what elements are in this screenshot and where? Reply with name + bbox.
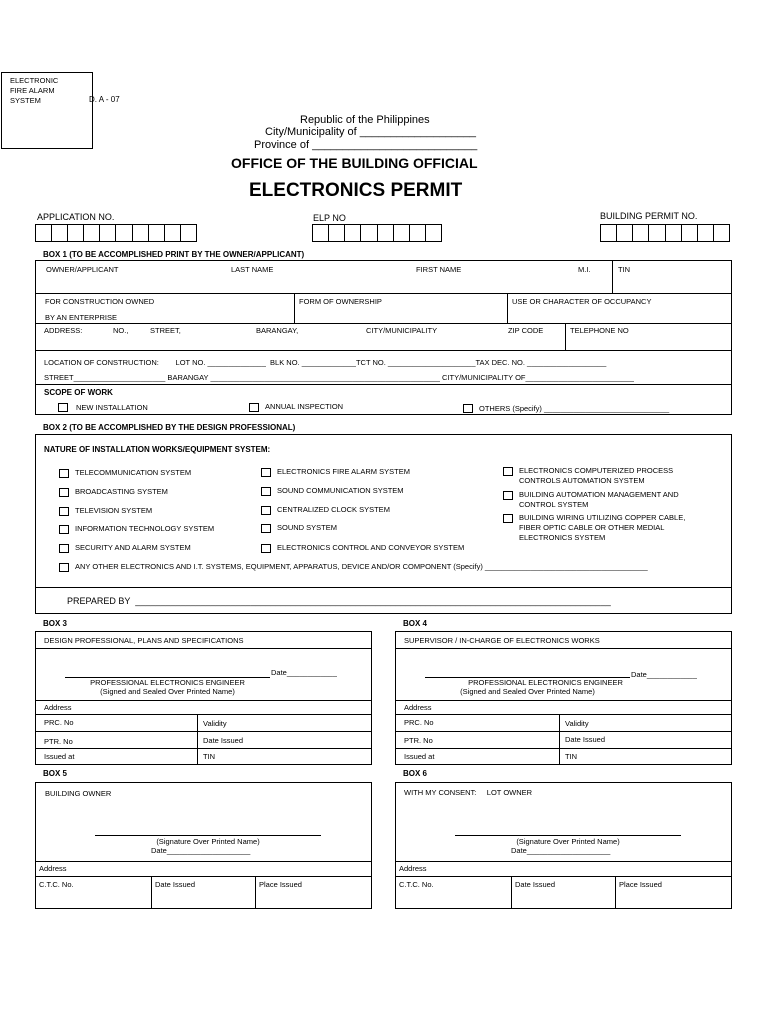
province-field[interactable]: Province of ___________________________: [254, 139, 478, 151]
form-number: D. A - 07: [89, 95, 120, 104]
box6-place-issued-label: Place Issued: [619, 880, 662, 889]
row-divider: [395, 731, 732, 732]
row-divider: [35, 293, 732, 294]
security-alarm-label: SECURITY AND ALARM SYSTEM: [75, 543, 191, 552]
box4-heading: BOX 4: [403, 619, 428, 628]
form-tag-line-1: ELECTRONIC: [10, 76, 59, 85]
construction-owned-label: FOR CONSTRUCTION OWNED: [45, 297, 155, 306]
building-wiring-label-2: FIBER OPTIC CABLE OR OTHER MEDIAL: [519, 523, 665, 532]
address-no-label: NO.,: [113, 326, 129, 335]
form-tag-line-3: SYSTEM: [10, 96, 41, 105]
application-no-label: APPLICATION NO.: [37, 212, 115, 222]
box5-signature-line[interactable]: [95, 835, 321, 836]
box6-signature-line[interactable]: [455, 835, 681, 836]
row-divider: [395, 748, 732, 749]
telecommunication-checkbox[interactable]: [59, 469, 69, 478]
annual-inspection-label: ANNUAL INSPECTION: [265, 402, 344, 411]
telecommunication-label: TELECOMMUNICATION SYSTEM: [75, 468, 192, 477]
ownership-divider: [294, 293, 295, 323]
address-street-label: STREET,: [150, 326, 181, 335]
row-divider: [35, 748, 372, 749]
box4-ptr-label: PTR. No: [404, 736, 433, 745]
box4-date-field[interactable]: Date____________: [631, 670, 697, 679]
row-divider: [35, 648, 372, 649]
fire-alarm-checkbox[interactable]: [261, 468, 271, 477]
box3-prc-label: PRC. No: [44, 718, 74, 727]
owner-applicant-label: OWNER/APPLICANT: [46, 265, 119, 274]
box4-frame: [395, 631, 732, 765]
col-divider: [511, 876, 512, 909]
computerized-process-label-2: CONTROLS AUTOMATION SYSTEM: [519, 476, 645, 485]
zip-code-label: ZIP CODE: [508, 326, 544, 335]
box5-address-label: Address: [39, 864, 67, 873]
box6-title: WITH MY CONSENT: LOT OWNER: [404, 788, 533, 797]
row-divider: [35, 861, 372, 862]
control-conveyor-label: ELECTRONICS CONTROL AND CONVEYOR SYSTEM: [277, 543, 465, 552]
building-wiring-label-1: BUILDING WIRING UTILIZING COPPER CABLE,: [519, 513, 686, 522]
tin-label: TIN: [618, 265, 631, 274]
box2-heading: BOX 2 (TO BE ACCOMPLISHED BY THE DESIGN PROFESSIONAL): [43, 423, 296, 432]
box1-frame: [35, 260, 732, 415]
broadcasting-checkbox[interactable]: [59, 488, 69, 497]
col-divider: [559, 714, 560, 765]
elp-no-cells[interactable]: [312, 224, 442, 242]
prepared-by-field[interactable]: PREPARED BY _______________________________________________________________________________________________: [67, 596, 611, 606]
row-divider: [35, 350, 732, 351]
box3-date-field[interactable]: Date____________: [271, 668, 337, 677]
others-checkbox[interactable]: [463, 404, 473, 413]
television-label: TELEVISION SYSTEM: [75, 506, 153, 515]
security-alarm-checkbox[interactable]: [59, 544, 69, 553]
city-field[interactable]: City/Municipality of ___________________: [265, 126, 476, 138]
box5-date-field[interactable]: Date____________________: [151, 846, 251, 855]
row-divider: [35, 714, 372, 715]
sound-system-checkbox[interactable]: [261, 524, 271, 533]
any-other-specify-field[interactable]: ANY OTHER ELECTRONICS AND I.T. SYSTEMS, EQUIPMENT, APPARATUS, DEVICE AND/OR COMPONENT (Specify) _______________________________________: [75, 562, 648, 571]
annual-inspection-checkbox[interactable]: [249, 403, 259, 412]
new-installation-checkbox[interactable]: [58, 403, 68, 412]
building-automation-label-2: CONTROL SYSTEM: [519, 500, 589, 509]
box3-engineer-label: PROFESSIONAL ELECTRONICS ENGINEER: [90, 678, 245, 687]
address-label: ADDRESS:: [44, 326, 83, 335]
elp-no-label: ELP NO: [313, 213, 346, 223]
box3-signed-label: (Signed and Sealed Over Printed Name): [100, 687, 235, 696]
row-divider: [35, 876, 372, 877]
use-occupancy-label: USE OR CHARACTER OF OCCUPANCY: [512, 297, 652, 306]
information-technology-checkbox[interactable]: [59, 525, 69, 534]
location-of-construction-line[interactable]: LOCATION OF CONSTRUCTION: LOT NO. ______________ BLK NO. _____________TCT NO. _____________________TAX DEC. NO. ___________________: [44, 358, 607, 367]
building-automation-checkbox[interactable]: [503, 491, 513, 500]
box3-title: DESIGN PROFESSIONAL, PLANS AND SPECIFICATIONS: [44, 636, 244, 645]
row-divider: [35, 384, 732, 385]
box4-engineer-label: PROFESSIONAL ELECTRONICS ENGINEER: [468, 678, 623, 687]
computerized-process-checkbox[interactable]: [503, 467, 513, 476]
building-permit-no-cells[interactable]: [600, 224, 730, 242]
tin-divider: [612, 260, 613, 294]
row-divider: [395, 861, 732, 862]
row-divider: [395, 876, 732, 877]
address-barangay-label: BARANGAY,: [256, 326, 299, 335]
box1-heading: BOX 1 (TO BE ACCOMPLISHED PRINT BY THE OWNER/APPLICANT): [43, 250, 305, 259]
col-divider: [255, 876, 256, 909]
row-divider: [35, 700, 372, 701]
telephone-divider: [565, 323, 566, 350]
television-checkbox[interactable]: [59, 507, 69, 516]
mi-label: M.I.: [578, 265, 591, 274]
box4-date-issued-label: Date Issued: [565, 735, 606, 744]
box4-tin-label: TIN: [565, 752, 578, 761]
building-wiring-checkbox[interactable]: [503, 514, 513, 523]
box6-address-label: Address: [399, 864, 427, 873]
last-name-label: LAST NAME: [231, 265, 274, 274]
box5-place-issued-label: Place Issued: [259, 880, 302, 889]
broadcasting-label: BROADCASTING SYSTEM: [75, 487, 168, 496]
box5-date-issued-label: Date Issued: [155, 880, 196, 889]
row-divider: [395, 700, 732, 701]
box3-tin-label: TIN: [203, 752, 216, 761]
nature-of-installation-label: NATURE OF INSTALLATION WORKS/EQUIPMENT SYSTEM:: [44, 445, 271, 454]
box3-date-issued-label: Date Issued: [203, 736, 244, 745]
page-title: ELECTRONICS PERMIT: [249, 180, 463, 201]
box3-validity-label: Validity: [203, 719, 227, 728]
row-divider: [35, 731, 372, 732]
others-specify-field[interactable]: OTHERS (Specify) ______________________________: [479, 404, 670, 413]
computerized-process-label-1: ELECTRONICS COMPUTERIZED PROCESS: [519, 466, 674, 475]
centralized-clock-checkbox[interactable]: [261, 506, 271, 515]
sound-communication-checkbox[interactable]: [261, 487, 271, 496]
box3-ptr-label: PTR. No: [44, 737, 73, 746]
building-automation-label-1: BUILDING AUTOMATION MANAGEMENT AND: [519, 490, 679, 499]
information-technology-label: INFORMATION TECHNOLOGY SYSTEM: [75, 524, 215, 533]
telephone-label: TELEPHONE NO: [570, 326, 629, 335]
form-of-ownership-label: FORM OF OWNERSHIP: [299, 297, 382, 306]
row-divider: [395, 714, 732, 715]
box6-ctc-label: C.T.C. No.: [399, 880, 434, 889]
sound-system-label: SOUND SYSTEM: [277, 523, 338, 532]
box5-signature-label: (Signature Over Printed Name): [156, 837, 260, 846]
box5-title: BUILDING OWNER: [45, 789, 112, 798]
row-divider: [35, 323, 732, 324]
box6-heading: BOX 6: [403, 769, 428, 778]
building-wiring-label-3: ELECTRONICS SYSTEM: [519, 533, 606, 542]
box5-heading: BOX 5: [43, 769, 68, 778]
first-name-label: FIRST NAME: [416, 265, 462, 274]
box4-address-label: Address: [404, 703, 432, 712]
new-installation-label: NEW INSTALLATION: [76, 403, 148, 412]
box3-issued-at-label: Issued at: [44, 752, 75, 761]
occupancy-divider: [507, 293, 508, 323]
centralized-clock-label: CENTRALIZED CLOCK SYSTEM: [277, 505, 390, 514]
col-divider: [197, 714, 198, 765]
form-tag-line-2: FIRE ALARM: [10, 86, 55, 95]
application-no-cells[interactable]: [35, 224, 197, 242]
row-divider: [395, 648, 732, 649]
scope-of-work-label: SCOPE OF WORK: [44, 388, 113, 397]
box4-validity-label: Validity: [565, 719, 589, 728]
box4-issued-at-label: Issued at: [404, 752, 435, 761]
box6-date-issued-label: Date Issued: [515, 880, 556, 889]
prepared-by-divider: [35, 587, 732, 588]
office-title: OFFICE OF THE BUILDING OFFICIAL: [231, 155, 478, 171]
box4-title: SUPERVISOR / IN-CHARGE OF ELECTRONICS WORKS: [404, 636, 600, 645]
street-barangay-city-line[interactable]: STREET______________________ BARANGAY _______________________________________________________ CITY/MUNICIPALITY OF__________________________: [44, 373, 634, 382]
box5-ctc-label: C.T.C. No.: [39, 880, 74, 889]
box3-heading: BOX 3: [43, 619, 68, 628]
republic-label: Republic of the Philippines: [300, 114, 430, 126]
control-conveyor-checkbox[interactable]: [261, 544, 271, 553]
sound-communication-label: SOUND COMMUNICATION SYSTEM: [277, 486, 404, 495]
by-enterprise-label: BY AN ENTERPRISE: [45, 313, 117, 322]
col-divider: [151, 876, 152, 909]
col-divider: [615, 876, 616, 909]
box6-date-field[interactable]: Date____________________: [511, 846, 611, 855]
box3-address-label: Address: [44, 703, 72, 712]
fire-alarm-label: ELECTRONICS FIRE ALARM SYSTEM: [277, 467, 410, 476]
building-permit-no-label: BUILDING PERMIT NO.: [600, 211, 698, 221]
address-city-label: CITY/MUNICIPALITY: [366, 326, 438, 335]
any-other-checkbox[interactable]: [59, 563, 69, 572]
box4-prc-label: PRC. No: [404, 718, 434, 727]
box4-signed-label: (Signed and Sealed Over Printed Name): [460, 687, 595, 696]
box6-signature-label: (Signature Over Printed Name): [516, 837, 620, 846]
